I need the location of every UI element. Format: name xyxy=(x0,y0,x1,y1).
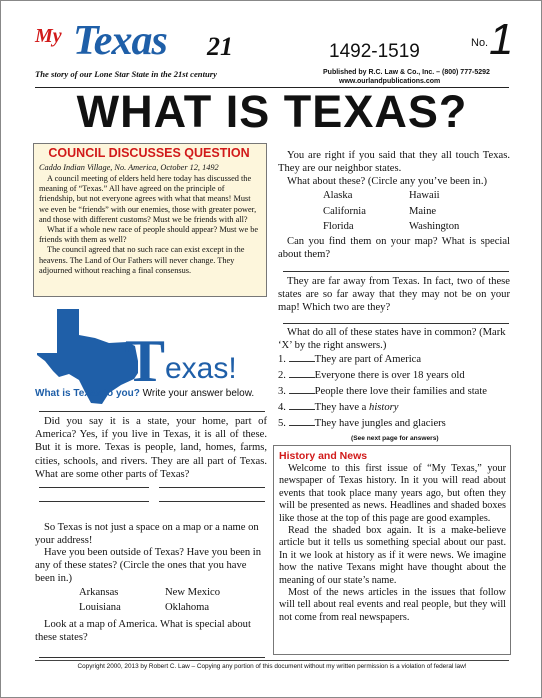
answer-item[interactable] xyxy=(278,353,512,369)
answer-number: 1. xyxy=(278,354,286,365)
council-paragraph: A council meeting of elders held here today has discussed the meaning of “Texas.” All have agreed on the principle of friendship, but not everyone agrees with what that means! Must we even be “friends” with our enemies, those with greater power, and those with different customs? Must we be friends with all? xyxy=(39,174,257,224)
answer-number: 3. xyxy=(278,386,286,397)
news-paragraph: Most of the news articles in the issues that follow will tell about real events and real people, but they will not come from real newspapers. xyxy=(279,587,506,623)
answer-number: 5. xyxy=(278,418,286,429)
answer-item[interactable] xyxy=(278,369,512,385)
state-option[interactable]: New Mexico xyxy=(165,587,221,598)
left-paragraph-2: So Texas is not just a space on a map or a name on your address! xyxy=(35,522,259,547)
state-option[interactable]: Florida xyxy=(323,221,354,232)
prompt-rest: Write your answer below. xyxy=(139,388,255,399)
left-paragraph-3: Have you been outside of Texas? Have you been in any of these states? (Circle the ones that you have been in.) xyxy=(35,547,262,585)
answer-item[interactable] xyxy=(278,417,512,433)
council-paragraph: The council agreed that no such race can exist except in the heavens. The Land of Our Fathers will never change. They adjourned without reaching a final consensus. xyxy=(39,245,245,275)
masthead-no-value: 1 xyxy=(489,15,514,64)
answer-item[interactable] xyxy=(278,401,512,417)
council-dateline: Caddo Indian Village, No. America, October 12, 1492 xyxy=(39,163,219,172)
right-paragraph-5: What do all of these states have in common? (Mark ‘X’ by the right answers.) xyxy=(278,327,506,352)
news-paragraph: Read the shaded box again. It is a make-believe article but it tells us something special about our past. In it we look at history as if it were news. We imagine how the native Texans might have thought about the meaning of our state’s name. xyxy=(279,525,506,586)
right-paragraph-1: You are right if you said that they all touch Texas. They are our neighbor states. xyxy=(278,150,510,175)
mark-blank[interactable] xyxy=(289,409,315,410)
left-prompt xyxy=(35,387,267,400)
masthead-no-label: No. xyxy=(471,37,489,49)
answer-line[interactable] xyxy=(283,323,509,324)
texas-logo-t: T xyxy=(125,328,166,394)
news-title: History and News xyxy=(279,450,368,462)
answer-line[interactable] xyxy=(39,657,265,658)
answer-line[interactable] xyxy=(283,271,509,272)
state-option[interactable]: Alaska xyxy=(323,190,353,201)
mark-blank[interactable] xyxy=(289,425,315,426)
see-next-note: (See next page for answers) xyxy=(351,435,439,442)
state-option[interactable]: Washington xyxy=(409,221,460,232)
answer-text: People there love their families and state xyxy=(314,386,487,397)
news-paragraph: Welcome to this first issue of “My Texas,” your newspaper of Texas history. In it you will read about events that took place many years ago, but often they will be presented as news. Headlines and shaded boxes like those at the top of this page are good examples. xyxy=(279,463,506,524)
state-option[interactable]: Louisiana xyxy=(79,602,121,613)
headline: WHAT IS TEXAS? xyxy=(76,86,468,137)
answer-number: 4. xyxy=(278,402,286,413)
answer-line[interactable] xyxy=(39,487,149,488)
answer-text: They are part of America xyxy=(314,354,422,365)
footer-rule xyxy=(35,660,509,661)
answer-line[interactable] xyxy=(159,501,265,502)
mark-blank[interactable] xyxy=(289,377,315,378)
right-paragraph-4: They are far away from Texas. In fact, two of these states are so far away that they may not be on your map! Which two are they? xyxy=(278,276,510,314)
masthead-years: 1492-1519 xyxy=(329,41,420,62)
prompt-bold: What is Texas to you? xyxy=(35,388,140,399)
masthead-my: My xyxy=(35,25,62,47)
masthead-issue: 21 xyxy=(207,32,233,61)
state-option[interactable]: Hawaii xyxy=(409,190,440,201)
answer-list xyxy=(278,353,512,433)
footer-copyright: Copyright 2000, 2013 by Robert C. Law – Copying any portion of this document without my written permission is a violation of federal law! xyxy=(77,663,467,670)
state-option[interactable]: Arkansas xyxy=(79,587,119,598)
answer-italic: history xyxy=(369,402,399,413)
left-paragraph-4: Look at a map of America. What is special about these states? xyxy=(35,619,251,644)
answer-text: Everyone there is over 18 years old xyxy=(314,370,465,381)
answer-line[interactable] xyxy=(39,411,265,412)
answer-text: They have a xyxy=(314,402,370,413)
council-article xyxy=(39,174,261,276)
mark-blank[interactable] xyxy=(289,361,315,362)
answer-line[interactable] xyxy=(39,501,149,502)
news-article xyxy=(279,463,506,624)
right-paragraph-2: What about these? (Circle any you’ve been in.) xyxy=(287,176,488,187)
mark-blank[interactable] xyxy=(289,393,315,394)
council-paragraph: What if a whole new race of people should appear? Must we be friends with them as well? xyxy=(39,225,259,245)
right-paragraph-3: Can you find them on your map? What is special about them? xyxy=(278,236,510,261)
masthead-tagline: The story of our Lone Star State in the 21st century xyxy=(35,69,217,79)
answer-line[interactable] xyxy=(159,487,265,488)
state-option[interactable]: California xyxy=(323,206,366,217)
masthead-website: www.ourlandpublications.com xyxy=(339,78,441,85)
masthead-texas: Texas xyxy=(73,18,167,64)
answer-number: 2. xyxy=(278,370,286,381)
council-title: COUNCIL DISCUSSES QUESTION xyxy=(48,146,250,160)
masthead-publisher: Published by R.C. Law & Co., Inc. – (800) 777-5292 xyxy=(323,69,490,76)
answer-text: They have jungles and glaciers xyxy=(314,418,446,429)
texas-logo-rest: exas! xyxy=(165,352,237,385)
left-paragraph-1: Did you say it is a state, your home, part of America? Yes, if you live in Texas, it is all of these. But it is more. Texas is people, land, homes, farms, cities, schools, and rivers. They are all part of Texas. What are some other parts of Texas? xyxy=(35,416,267,480)
state-option[interactable]: Maine xyxy=(409,206,437,217)
answer-item[interactable] xyxy=(278,385,512,401)
state-option[interactable]: Oklahoma xyxy=(165,602,210,613)
